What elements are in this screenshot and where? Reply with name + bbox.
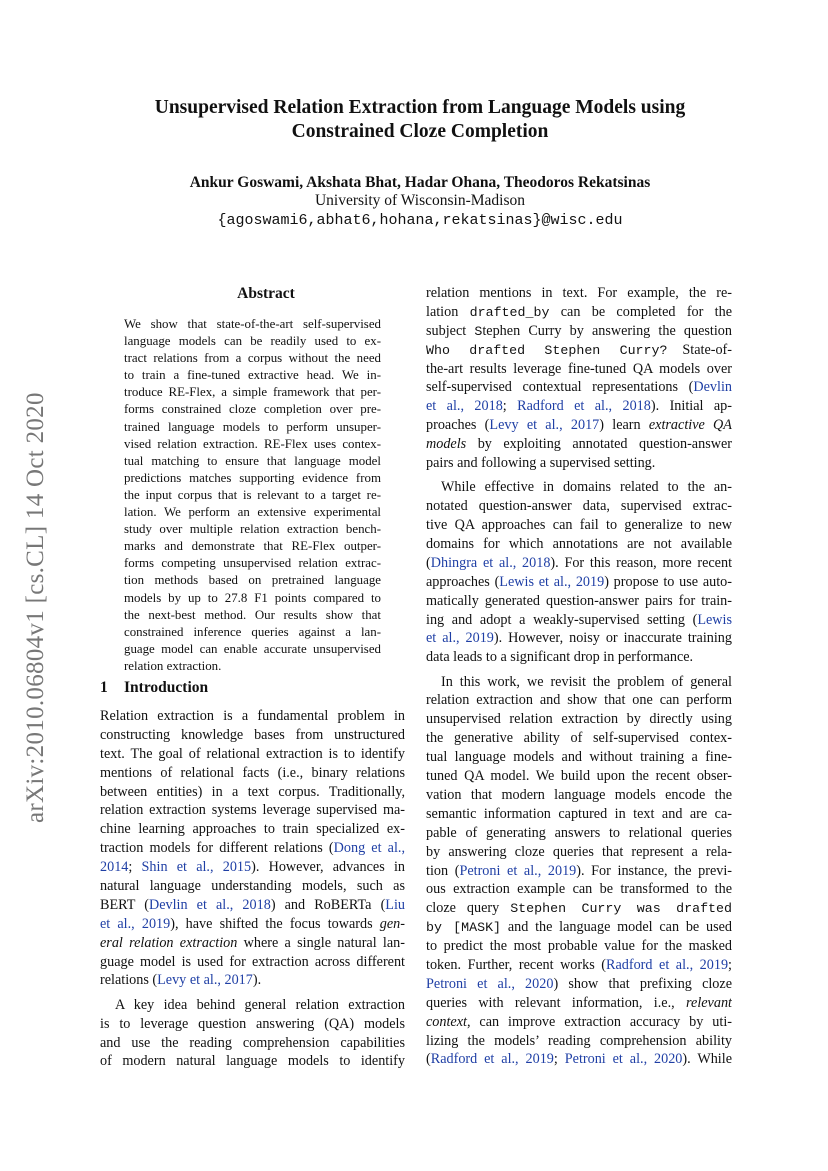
text-run: tion ( bbox=[426, 862, 460, 879]
left-column-text bbox=[100, 707, 405, 1071]
text-line: tual language models and without training a fine- bbox=[426, 749, 732, 766]
citation-link[interactable]: Lewis et al., 2019 bbox=[499, 573, 605, 590]
citation-link[interactable]: 2014 bbox=[100, 859, 129, 876]
citation-link[interactable]: Dhingra et al., 2018 bbox=[430, 554, 551, 571]
text-line: domains for which annotations are not available bbox=[426, 535, 732, 552]
title-line-2: Constrained Cloze Completion bbox=[291, 121, 549, 142]
text-line: is to leverage question answering (QA) models bbox=[100, 1015, 405, 1032]
text-run: ). However, noisy or inaccurate training bbox=[493, 630, 732, 647]
abstract-line: constrained inference queries against a lan- bbox=[124, 624, 381, 639]
text-line bbox=[426, 554, 732, 573]
text-line bbox=[426, 573, 732, 592]
text-line: mentions of relational facts (i.e., binary relations bbox=[100, 764, 405, 781]
text-line: natural language understanding models, such as bbox=[100, 878, 405, 895]
abstract-line: forms constrained cloze completion over pre- bbox=[124, 402, 381, 417]
section-number: 1 bbox=[100, 679, 108, 696]
text-run: token. Further, recent works ( bbox=[426, 956, 606, 973]
text-line bbox=[100, 858, 405, 877]
text-run: ). For instance, the previ- bbox=[576, 862, 732, 879]
citation-link[interactable]: Radford et al., 2019 bbox=[430, 1051, 554, 1068]
text-line bbox=[100, 839, 405, 858]
text-run: ). For this reason, more recent bbox=[550, 554, 732, 571]
citation-link[interactable]: et al., 2018 bbox=[426, 398, 503, 415]
text-line bbox=[426, 397, 732, 416]
text-run: ) show that prefixing cloze bbox=[553, 975, 732, 992]
citation-link[interactable]: Levy et al., 2017 bbox=[489, 417, 600, 434]
text-run: ; bbox=[502, 398, 518, 415]
title-line-1: Unsupervised Relation Extraction from Language Models using bbox=[154, 97, 686, 118]
text-run: ) propose to use auto- bbox=[604, 573, 732, 590]
text-line: lizing the models’ reading comprehension ability bbox=[426, 1032, 732, 1049]
text-run: subject bbox=[426, 322, 475, 339]
right-column-text bbox=[426, 284, 732, 1069]
text-run: where a single natural lan- bbox=[237, 934, 405, 951]
text-run: ). bbox=[252, 972, 262, 989]
abstract-line: forms competing unsupervised relation extrac- bbox=[124, 556, 381, 571]
text-line bbox=[426, 862, 732, 881]
text-run: , can improve extraction accuracy by uti- bbox=[466, 1013, 732, 1030]
code-run: Who drafted Stephen Curry? bbox=[426, 342, 668, 358]
text-line bbox=[426, 378, 732, 397]
citation-link[interactable]: Petroni et al., 2019 bbox=[459, 862, 577, 879]
citation-link[interactable]: et al., 2019 bbox=[426, 630, 494, 647]
text-run: ; bbox=[128, 859, 142, 876]
text-run: ). However, advances in bbox=[251, 859, 405, 876]
citation-link[interactable]: Radford et al., 2018 bbox=[517, 398, 651, 415]
text-line bbox=[426, 435, 732, 454]
arxiv-identifier: arXiv:2010.06804v1 [cs.CL] 14 Oct 2020 bbox=[22, 392, 49, 824]
text-line bbox=[100, 971, 405, 990]
italic-run: relevant bbox=[686, 994, 732, 1011]
abstract-line: tion methods based on pretrained language bbox=[124, 573, 381, 588]
text-line bbox=[100, 915, 405, 934]
text-run: can be completed for the bbox=[549, 303, 732, 320]
text-run: queries with relevant information, i.e., bbox=[426, 994, 687, 1011]
abstract-line: study over multiple relation extraction bench- bbox=[124, 522, 381, 537]
text-run: tephen Curry by answering the question bbox=[482, 322, 732, 339]
text-run: and the language model can be used bbox=[501, 919, 732, 936]
affiliation: University of Wisconsin-Madison bbox=[314, 192, 526, 209]
text-line: data leads to a significant drop in performance. bbox=[426, 649, 694, 666]
text-line bbox=[426, 899, 732, 918]
text-line: constructing knowledge bases from unstructured bbox=[100, 726, 405, 743]
text-run: proaches ( bbox=[426, 417, 490, 434]
text-line bbox=[426, 994, 732, 1013]
text-line: pable of generating answers to relational queries bbox=[426, 824, 732, 841]
text-line bbox=[426, 416, 732, 435]
author-emails: {agoswami6,abhat6,hohana,rekatsinas}@wisc.edu bbox=[217, 212, 623, 229]
citation-link[interactable]: Radford et al., 2019 bbox=[606, 956, 729, 973]
abstract-line: the next-best method. Our results show that bbox=[124, 607, 381, 622]
text-line: vation that modern language models encode the bbox=[426, 786, 732, 803]
italic-run: extractive QA bbox=[648, 417, 732, 434]
text-line: pairs and following a supervised setting. bbox=[426, 455, 656, 472]
text-line: unsupervised relation extraction by directly using bbox=[426, 711, 732, 728]
citation-link[interactable]: Liu bbox=[385, 896, 405, 913]
text-line: ous extraction example can be transformed to the bbox=[426, 881, 732, 898]
code-run: by [MASK] bbox=[426, 920, 502, 936]
text-line: While effective in domains related to the an- bbox=[441, 479, 732, 496]
abstract-line: We show that state-of-the-art self-supervised bbox=[124, 317, 381, 331]
text-run: ; bbox=[728, 956, 732, 973]
text-run: ing and adopt a weakly-supervised setting ( bbox=[426, 611, 698, 628]
text-line bbox=[426, 918, 732, 937]
text-line bbox=[100, 896, 405, 915]
text-line bbox=[426, 1050, 732, 1069]
text-line: tive QA approaches can fail to generalize to new bbox=[426, 517, 732, 534]
text-line: of modern natural language models to identify bbox=[100, 1053, 405, 1070]
text-line: relation extraction systems leverage supervised ma- bbox=[100, 802, 405, 819]
text-run: by exploiting annotated question-answer bbox=[466, 436, 732, 453]
section-title: Introduction bbox=[124, 679, 209, 696]
text-line: matically generated question-answer pairs for train- bbox=[426, 592, 732, 609]
text-line bbox=[426, 611, 732, 630]
author-list: Ankur Goswami, Akshata Bhat, Hadar Ohana, Theodoros Rekatsinas bbox=[189, 174, 651, 191]
abstract-line: tract relations from a corpus without the need bbox=[124, 351, 381, 366]
abstract-line: to train a fine-tuned extractive head. We in- bbox=[124, 368, 381, 383]
text-line: between entities) in a text corpus. Traditionally, bbox=[100, 783, 405, 800]
text-run: lation bbox=[426, 303, 470, 320]
text-line: Relation extraction is a fundamental problem in bbox=[100, 708, 405, 724]
abstract-line: troduce RE-Flex, a simple framework that per- bbox=[124, 385, 381, 400]
text-line: semantic information captured in text and are ca- bbox=[426, 805, 732, 822]
text-line bbox=[426, 975, 732, 994]
text-line: In this work, we revisit the problem of general bbox=[441, 673, 732, 690]
code-run: S bbox=[474, 323, 483, 339]
text-run: self-supervised contextual representations ( bbox=[426, 379, 694, 396]
text-run: BERT ( bbox=[100, 896, 149, 913]
abstract-line: predictions matches supporting evidence from bbox=[124, 470, 381, 485]
abstract-body bbox=[124, 316, 381, 675]
text-line: tuned QA model. We build upon the recent obser- bbox=[426, 768, 732, 785]
abstract-line: trained language models to perform unsuper- bbox=[124, 419, 381, 434]
text-line bbox=[426, 341, 732, 360]
abstract-line: language models can be readily used to ex- bbox=[124, 334, 381, 349]
abstract-line: vised relation extraction. RE-Flex uses contex- bbox=[124, 436, 381, 451]
code-run: drafted_by bbox=[469, 304, 550, 320]
text-line: chine learning approaches to train specialized ex- bbox=[100, 821, 405, 838]
text-run: ; bbox=[553, 1051, 565, 1068]
citation-link[interactable]: Devlin et al., 2018 bbox=[148, 896, 271, 913]
text-line: the generative ability of self-supervised contex- bbox=[426, 730, 732, 747]
code-run: Stephen Curry was drafted bbox=[510, 901, 732, 917]
text-run: ), have shifted the focus towards bbox=[170, 915, 380, 932]
paper-title bbox=[100, 96, 740, 144]
abstract-heading: Abstract bbox=[237, 285, 295, 302]
italic-run: context bbox=[426, 1013, 467, 1030]
text-run: ). Initial ap- bbox=[650, 398, 732, 415]
text-line: the-art results leverage fine-tuned QA models over bbox=[426, 360, 732, 377]
abstract-line: models by up to 27.8 F1 points compared to bbox=[124, 590, 381, 605]
text-run: approaches ( bbox=[426, 573, 500, 590]
text-line bbox=[426, 303, 732, 322]
citation-link[interactable]: Devlin bbox=[693, 379, 732, 396]
text-run: ). While bbox=[682, 1051, 732, 1068]
italic-run: eral relation extraction bbox=[100, 934, 238, 951]
citation-link[interactable]: Levy et al., 2017 bbox=[157, 972, 253, 989]
text-line: relation extraction and show that one can perform bbox=[426, 692, 732, 709]
text-line: relation mentions in text. For example, the re- bbox=[426, 285, 732, 301]
abstract-line: lation. We perform an extensive experimental bbox=[124, 505, 381, 520]
citation-link[interactable]: Dong et al., bbox=[333, 840, 405, 857]
abstract-line: relation extraction. bbox=[124, 658, 222, 673]
abstract-line: guage model can enable accurate unsupervised bbox=[124, 641, 381, 656]
text-line bbox=[426, 322, 732, 341]
citation-link[interactable]: Petroni et al., 2020 bbox=[564, 1051, 683, 1068]
text-line bbox=[100, 934, 405, 953]
section-heading-introduction bbox=[100, 677, 406, 699]
citation-link[interactable]: Lewis bbox=[697, 611, 732, 628]
italic-run: models bbox=[426, 436, 467, 453]
text-line bbox=[426, 956, 732, 975]
text-line: guage model is used for extraction across different bbox=[100, 953, 405, 970]
text-line bbox=[426, 629, 732, 648]
text-run: ( bbox=[426, 1051, 431, 1068]
abstract-line: tual matching to ensure that language model bbox=[124, 453, 381, 468]
text-run: traction models for different relations ( bbox=[100, 840, 334, 857]
text-line: by answering cloze queries that represent a rela- bbox=[426, 843, 732, 860]
text-line: A key idea behind general relation extraction bbox=[115, 996, 405, 1013]
text-line bbox=[426, 1013, 732, 1032]
text-line: to predict the most probable value for the masked bbox=[426, 938, 732, 955]
text-line: notated question-answer data, supervised extrac- bbox=[426, 498, 732, 515]
citation-link[interactable]: et al., 2019 bbox=[100, 915, 171, 932]
abstract-line: the input corpus that is relevant to a target re- bbox=[124, 487, 381, 502]
abstract-line: marks and demonstrate that RE-Flex outper- bbox=[124, 539, 381, 554]
italic-run: gen- bbox=[379, 915, 405, 932]
text-run: ) learn bbox=[599, 417, 649, 434]
text-run: ( bbox=[426, 554, 431, 571]
text-run: ) and RoBERTa ( bbox=[270, 896, 386, 913]
text-run: State-of- bbox=[667, 341, 732, 358]
text-run: relations ( bbox=[100, 972, 158, 989]
text-run: cloze query bbox=[426, 900, 511, 917]
citation-link[interactable]: Shin et al., 2015 bbox=[141, 859, 252, 876]
citation-link[interactable]: Petroni et al., 2020 bbox=[426, 975, 554, 992]
text-line: text. The goal of relational extraction is to identify bbox=[100, 745, 405, 762]
text-line: and use the reading comprehension capabilities bbox=[100, 1034, 405, 1051]
